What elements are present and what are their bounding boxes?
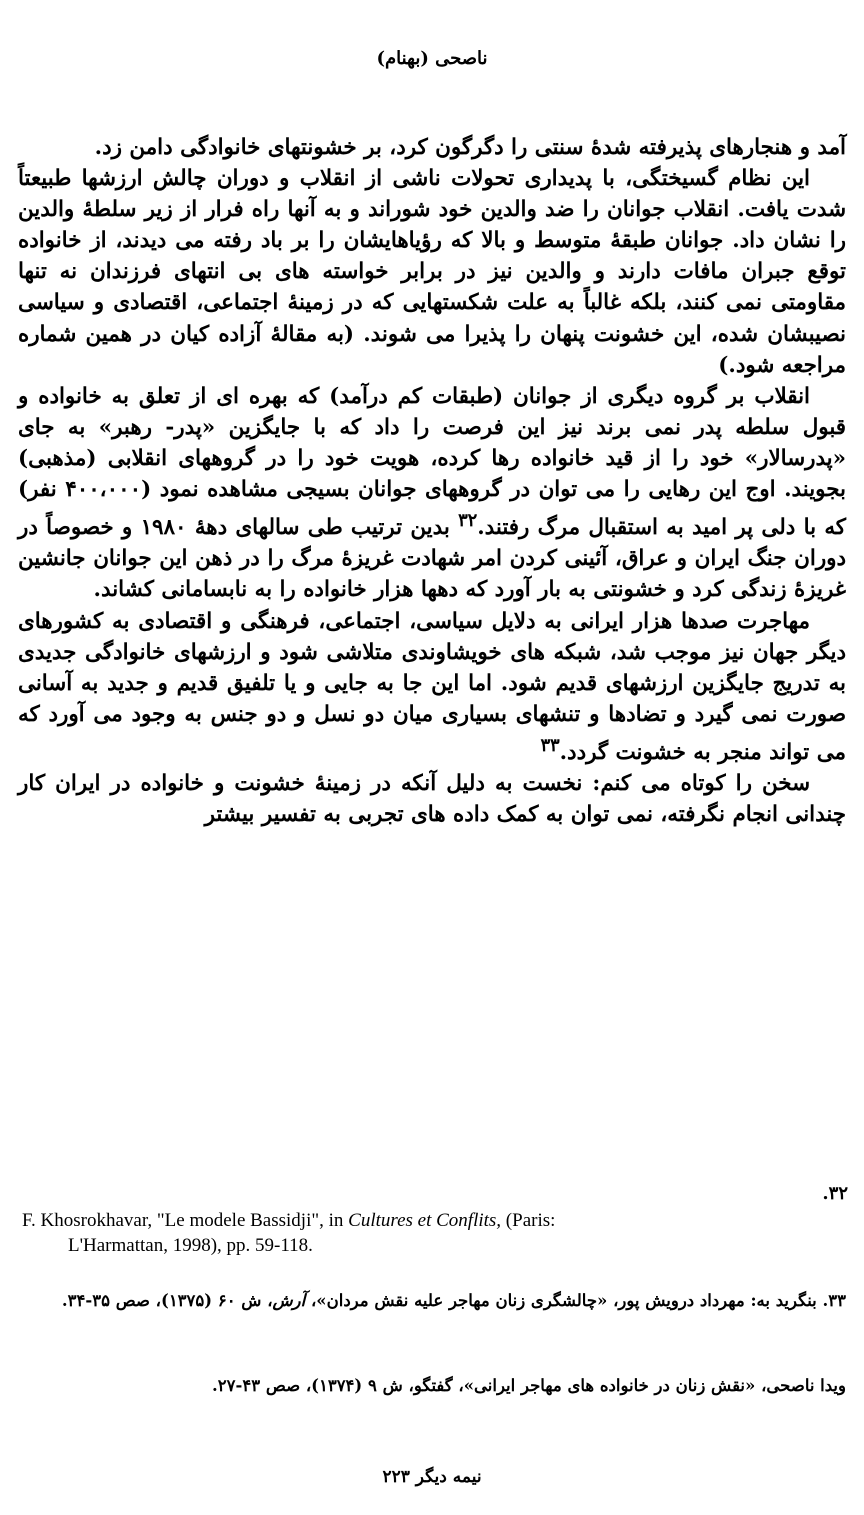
paragraph-3-text: انقلاب بر گروه دیگری از جوانان (طبقات کم درآمد) که بهره ای از تعلق به خانواده و قبول سلطه پدر نمی برند نیز این فرصت را داد که با جایگزین «پدر- رهبر» به جای «پدرسالار» خود را از قید خانواده رها کرده، هویت خود را در گروههای انقلابی (مذهبی) بجویند. اوج این رهایی را می توان در گروههای جوانان بسیجی مشاهده نمود (۴۰۰،۰۰۰ نفر) که با دلی پر امید به استقبال مرگ رفتند.	[18, 383, 846, 541]
footnote-33-part-b: ، ش ۶۰ (۱۳۷۵)، صص ۳۵-۳۴.	[61, 1291, 273, 1310]
footnote-ref-32: ۳۲	[458, 510, 478, 532]
footnote-32-number: ۳۲.	[822, 1183, 848, 1204]
footnote-33-second: ویدا ناصحی، «نقش زنان در خانواده های مهاجر ایرانی»، گفتگو، ش ۹ (۱۳۷۴)، صص ۴۳-۲۷.	[212, 1376, 846, 1395]
running-header: ناصحی (بهنام)	[376, 48, 488, 69]
paragraph-2: این نظام گسیختگی، با پدیداری تحولات ناشی از انقلاب و دوران چالش ارزشها طبیعتاً شدت یافت. انقلاب جوانان را ضد والدین خود شوراند و به آنها راه فرار از زیر سلطهٔ والدین را نشان داد. جوانان طبقهٔ متوسط و بالا که رؤیاهایشان را بر باد رفته می دیدند، از خانواده توقع جبران مافات دارند و والدین نیز در برابر خواسته های بی انتهای فرزندان نه تنها مقاومتی نمی کنند، بلکه غالباً به علت شکستهایی که در زمینهٔ اجتماعی، اقتصادی و سیاسی نصیبشان شده، این خشونت پنهان را پذیرا می شوند. (به مقالهٔ آزاده کیان در همین شماره مراجعه شود.)	[18, 166, 847, 378]
paragraph-3-tail: بدین ترتیب طی سالهای دههٔ ۱۹۸۰ و خصوصاً در دوران جنگ ایران و عراق، آئینی کردن امر شهادت غریزهٔ مرگ را در ذهن این جوانان جانشین غریزهٔ زندگی کرد و خشونتی به بار آورد که دهها هزار خانواده را به نابسامانی کشاند.	[18, 515, 846, 603]
footnote-32-journal: Cultures et Conflits,	[348, 1210, 502, 1231]
paragraph-4	[18, 606, 846, 769]
footnote-32-author: F. Khosrokhavar, "Le modele Bassidji", in	[22, 1210, 349, 1231]
paragraph-1: آمد و هنجارهای پذیرفته شدهٔ سنتی را دگرگون کرد، بر خشونتهای خانوادگی دامن زد.	[94, 135, 846, 160]
footnote-32-rest: (Paris:	[501, 1210, 556, 1231]
footnote-33-part-a: ۳۳. بنگرید به: مهرداد درویش پور، «چالشگری زنان مهاجر علیه نقش مردان»،	[305, 1291, 846, 1310]
paragraph-5: سخن را کوتاه می کنم: نخست به دلیل آنکه در زمینهٔ خشونت و خانواده در ایران کار چندانی انجام نگرفته، نمی توان به کمک داده های تجربی به تفسیر بیشتر	[18, 771, 846, 828]
footnote-33-text	[20, 1284, 846, 1318]
body-text	[18, 132, 846, 830]
page-footer: نیمه دیگر ۲۲۳	[382, 1467, 482, 1487]
footnote-32	[22, 1208, 852, 1258]
paragraph-4-text: مهاجرت صدها هزار ایرانی به دلایل سیاسی، اجتماعی، فرهنگی و اقتصادی به کشورهای دیگر جهان نیز موجب شد، شبکه های خویشاوندی متلاشی شود و ارزشهای خانوادگی جدیدی به تدریج جایگزین ارزشهای قدیم شود. اما این جا به جایی و یا تلفیق قدیم و جدید به آسانی صورت نمی گیرد و تضادها و تنشهای بسیاری میان دو نسل و دو جنس به وجود می آورد که می تواند منجر به خشونت گردد.	[18, 608, 846, 766]
footnote-32-line2: L'Harmattan, 1998), pp. 59-118.	[68, 1235, 313, 1256]
footnote-33	[20, 1284, 846, 1318]
footnote-33-journal: آرش	[272, 1291, 306, 1310]
footnote-ref-33: ۳۳	[540, 734, 560, 756]
paragraph-3	[18, 381, 846, 606]
